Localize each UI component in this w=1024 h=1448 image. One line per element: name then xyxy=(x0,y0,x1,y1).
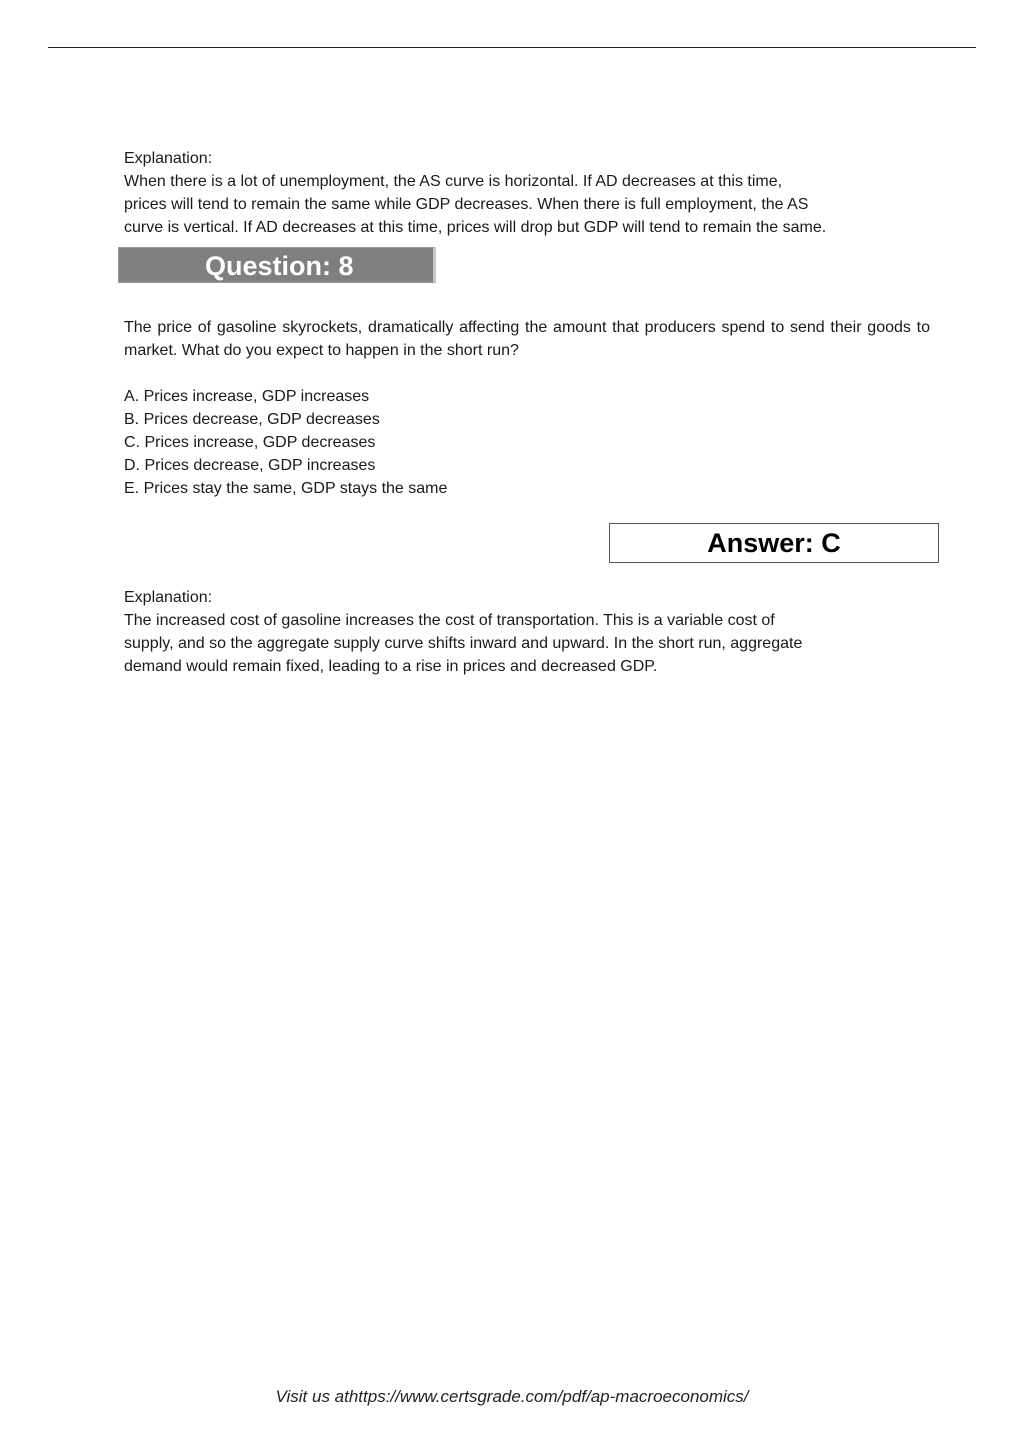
question-body: The price of gasoline skyrockets, dramatically affecting the amount that producers spend to send their goods to market. What do you expect to happen in the short run? xyxy=(124,319,930,359)
question-banner xyxy=(118,247,436,283)
answer-options xyxy=(124,385,930,500)
answer-explanation xyxy=(124,586,930,678)
header-divider xyxy=(48,47,976,48)
answer-label: Answer: C xyxy=(707,528,841,558)
option-b: B. Prices decrease, GDP decreases xyxy=(124,411,380,428)
explanation-line: When there is a lot of unemployment, the AS curve is horizontal. If AD decreases at this time, xyxy=(124,173,783,190)
explanation-line: The increased cost of gasoline increases the cost of transportation. This is a variable cost of xyxy=(124,612,775,629)
option-e: E. Prices stay the same, GDP stays the same xyxy=(124,480,448,497)
explanation-heading: Explanation: xyxy=(124,589,213,606)
explanation-line: supply, and so the aggregate supply curve shifts inward and upward. In the short run, aggregate xyxy=(124,635,803,652)
footer-link-text: Visit us athttps://www.certsgrade.com/pdf/ap-macroeconomics/ xyxy=(275,1387,749,1406)
explanation-heading: Explanation: xyxy=(124,150,213,167)
explanation-line: demand would remain fixed, leading to a rise in prices and decreased GDP. xyxy=(124,658,658,675)
option-a: A. Prices increase, GDP increases xyxy=(124,388,370,405)
option-d: D. Prices decrease, GDP increases xyxy=(124,457,376,474)
question-title: Question: 8 xyxy=(205,251,354,281)
option-c: C. Prices increase, GDP decreases xyxy=(124,434,376,451)
explanation-line: prices will tend to remain the same while GDP decreases. When there is full employment, the AS xyxy=(124,196,809,213)
explanation-line: curve is vertical. If AD decreases at this time, prices will drop but GDP will tend to remain the same. xyxy=(124,219,827,236)
question-text xyxy=(124,316,930,362)
previous-explanation xyxy=(124,147,930,239)
answer-box xyxy=(609,523,939,563)
